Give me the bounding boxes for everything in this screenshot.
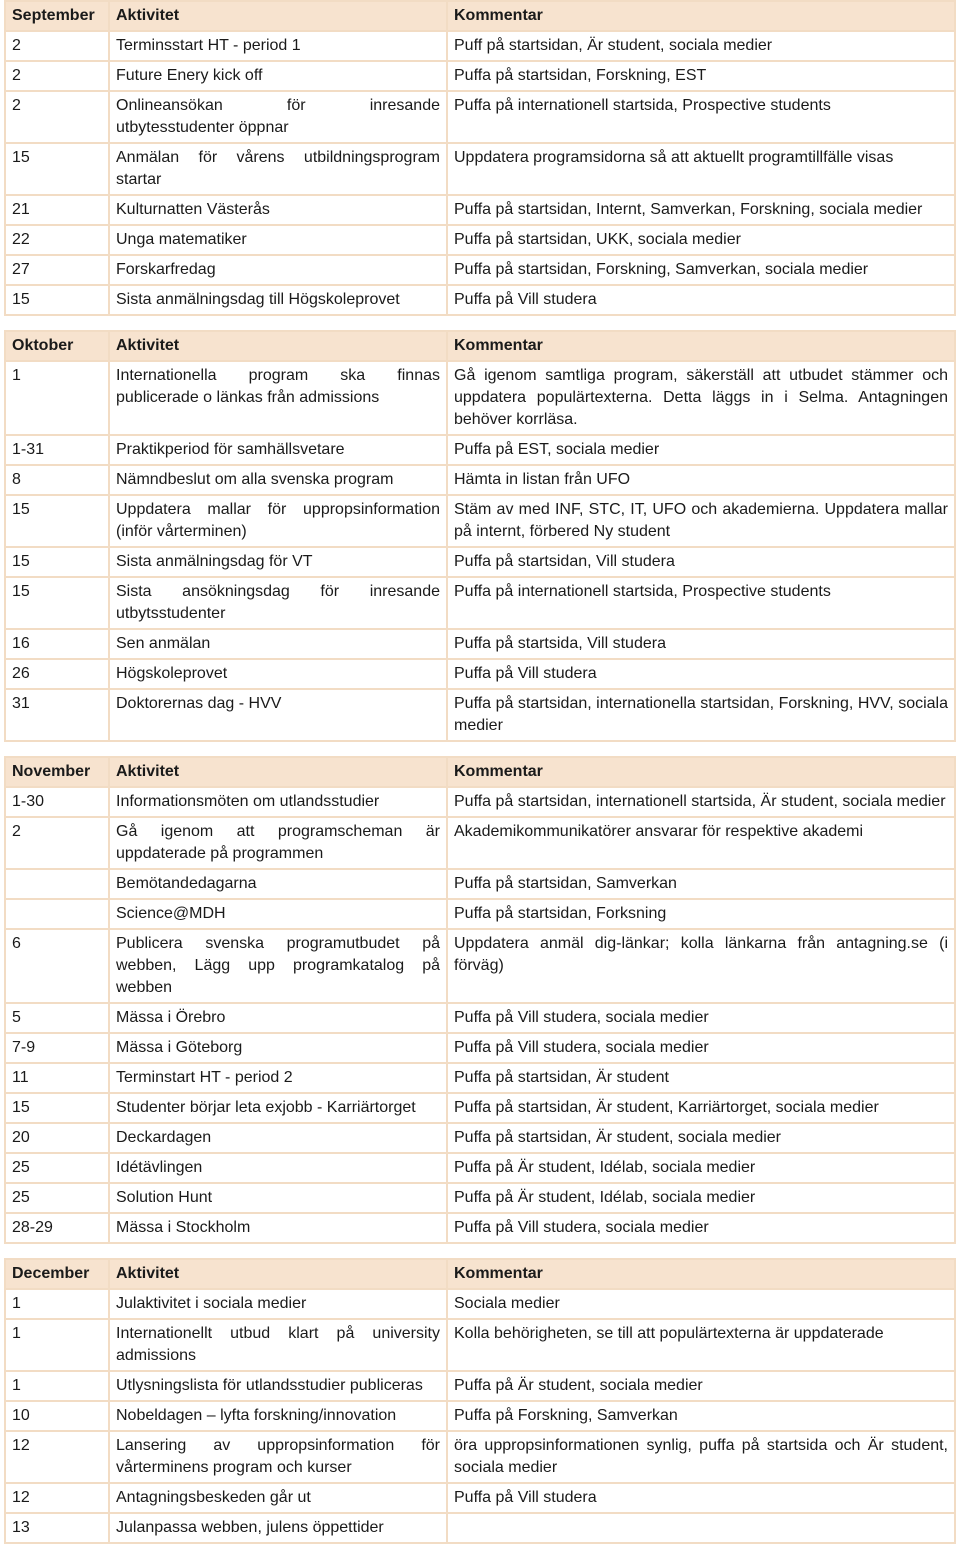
date-cell: 1	[4, 362, 110, 436]
date-cell: 15	[4, 496, 110, 548]
month-header: November	[4, 756, 110, 788]
table-header-row	[4, 330, 956, 362]
comment-cell: Puffa på startsidan, Forskning, Samverkan, sociala medier	[448, 256, 956, 286]
table-row	[4, 144, 956, 196]
date-cell: 27	[4, 256, 110, 286]
comment-cell	[448, 1514, 956, 1544]
table-row	[4, 1484, 956, 1514]
activity-cell: Informationsmöten om utlandsstudier	[110, 788, 448, 818]
month-header: September	[4, 0, 110, 32]
comment-cell: Puffa på startsidan, Samverkan	[448, 870, 956, 900]
activity-cell: Terminsstart HT - period 1	[110, 32, 448, 62]
activity-cell: Sen anmälan	[110, 630, 448, 660]
activity-cell: Högskoleprovet	[110, 660, 448, 690]
activity-cell: Solution Hunt	[110, 1184, 448, 1214]
table-row	[4, 578, 956, 630]
comment-cell: Puffa på startsidan, Internt, Samverkan, Forskning, sociala medier	[448, 196, 956, 226]
table-row	[4, 690, 956, 742]
activity-header: Aktivitet	[110, 1258, 448, 1290]
month-table	[4, 1258, 956, 1544]
month-table	[4, 330, 956, 742]
table-header-row	[4, 756, 956, 788]
table-row	[4, 1004, 956, 1034]
activity-cell: Internationellt utbud klart på university admissions	[110, 1320, 448, 1372]
comment-header: Kommentar	[448, 1258, 956, 1290]
date-cell: 6	[4, 930, 110, 1004]
comment-cell: Puffa på startsidan, Är student	[448, 1064, 956, 1094]
comment-cell: Puffa på startsidan, Vill studera	[448, 548, 956, 578]
table-row	[4, 548, 956, 578]
comment-cell: Puffa på startsida, Vill studera	[448, 630, 956, 660]
activity-cell: Anmälan för vårens utbildningsprogram startar	[110, 144, 448, 196]
date-cell: 12	[4, 1484, 110, 1514]
comment-cell: Puffa på Vill studera	[448, 660, 956, 690]
date-cell: 25	[4, 1154, 110, 1184]
comment-cell: Puffa på Vill studera	[448, 1484, 956, 1514]
date-cell: 15	[4, 144, 110, 196]
comment-cell: Puffa på startsidan, Är student, sociala medier	[448, 1124, 956, 1154]
comment-cell: Puffa på Vill studera, sociala medier	[448, 1034, 956, 1064]
month-header: Oktober	[4, 330, 110, 362]
table-row	[4, 900, 956, 930]
table-row	[4, 32, 956, 62]
activity-cell: Doktorernas dag - HVV	[110, 690, 448, 742]
date-cell: 26	[4, 660, 110, 690]
activity-cell: Julaktivitet i sociala medier	[110, 1290, 448, 1320]
table-row	[4, 870, 956, 900]
date-cell: 1-31	[4, 436, 110, 466]
date-cell: 5	[4, 1004, 110, 1034]
comment-cell: Puffa på Vill studera	[448, 286, 956, 316]
table-row	[4, 1064, 956, 1094]
activity-cell: Mässa i Örebro	[110, 1004, 448, 1034]
comment-cell: Puffa på Är student, sociala medier	[448, 1372, 956, 1402]
comment-cell: Puffa på startsidan, internationella startsidan, Forskning, HVV, sociala medier	[448, 690, 956, 742]
date-cell	[4, 870, 110, 900]
activity-cell: Publicera svenska programutbudet på webben, Lägg upp programkatalog på webben	[110, 930, 448, 1004]
comment-cell: Sociala medier	[448, 1290, 956, 1320]
comment-cell: Gå igenom samtliga program, säkerställ att utbudet stämmer och uppdatera populärtexterna. Detta läggs in i Selma. Antagningen behöver korrläsa.	[448, 362, 956, 436]
table-row	[4, 1432, 956, 1484]
table-row	[4, 196, 956, 226]
comment-cell: Puffa på startsidan, Är student, Karriärtorget, sociala medier	[448, 1094, 956, 1124]
activity-cell: Mässa i Göteborg	[110, 1034, 448, 1064]
comment-cell: Stäm av med INF, STC, IT, UFO och akademierna. Uppdatera mallar på internt, förbered Ny student	[448, 496, 956, 548]
activity-cell: Sista ansökningsdag för inresande utbytsstudenter	[110, 578, 448, 630]
activity-cell: Bemötandedagarna	[110, 870, 448, 900]
date-cell: 13	[4, 1514, 110, 1544]
activity-cell: Antagningsbeskeden går ut	[110, 1484, 448, 1514]
activity-cell: Mässa i Stockholm	[110, 1214, 448, 1244]
date-cell: 7-9	[4, 1034, 110, 1064]
date-cell: 15	[4, 578, 110, 630]
table-row	[4, 660, 956, 690]
date-cell: 15	[4, 548, 110, 578]
activity-cell: Julanpassa webben, julens öppettider	[110, 1514, 448, 1544]
table-row	[4, 362, 956, 436]
activity-cell: Nobeldagen – lyfta forskning/innovation	[110, 1402, 448, 1432]
comment-cell: Puffa på startsidan, Forskning, EST	[448, 62, 956, 92]
activity-cell: Studenter börjar leta exjobb - Karriärtorget	[110, 1094, 448, 1124]
date-cell: 20	[4, 1124, 110, 1154]
comment-header: Kommentar	[448, 330, 956, 362]
date-cell: 1-30	[4, 788, 110, 818]
date-cell: 16	[4, 630, 110, 660]
date-cell: 25	[4, 1184, 110, 1214]
table-row	[4, 1402, 956, 1432]
comment-header: Kommentar	[448, 756, 956, 788]
comment-cell: Puffa på Vill studera, sociala medier	[448, 1214, 956, 1244]
date-cell: 2	[4, 92, 110, 144]
date-cell: 11	[4, 1064, 110, 1094]
comment-cell: Puffa på internationell startsida, Prospective students	[448, 578, 956, 630]
comment-cell: Hämta in listan från UFO	[448, 466, 956, 496]
table-row	[4, 62, 956, 92]
comment-cell: öra uppropsinformationen synlig, puffa på startsida och Är student, sociala medier	[448, 1432, 956, 1484]
table-row	[4, 1184, 956, 1214]
date-cell: 22	[4, 226, 110, 256]
comment-cell: Puffa på EST, sociala medier	[448, 436, 956, 466]
activity-cell: Uppdatera mallar för uppropsinformation (inför vårterminen)	[110, 496, 448, 548]
date-cell: 15	[4, 286, 110, 316]
date-cell: 2	[4, 818, 110, 870]
comment-cell: Uppdatera anmäl dig-länkar; kolla länkarna från antagning.se (i förväg)	[448, 930, 956, 1004]
comment-header: Kommentar	[448, 0, 956, 32]
month-header: December	[4, 1258, 110, 1290]
date-cell: 2	[4, 32, 110, 62]
date-cell: 12	[4, 1432, 110, 1484]
activity-header: Aktivitet	[110, 756, 448, 788]
section-gap	[0, 1244, 960, 1258]
activity-cell: Future Enery kick off	[110, 62, 448, 92]
table-row	[4, 1514, 956, 1544]
activity-cell: Kulturnatten Västerås	[110, 196, 448, 226]
table-row	[4, 92, 956, 144]
table-row	[4, 1214, 956, 1244]
activity-cell: Unga matematiker	[110, 226, 448, 256]
activity-cell: Internationella program ska finnas publicerade o länkas från admissions	[110, 362, 448, 436]
activity-cell: Forskarfredag	[110, 256, 448, 286]
activity-cell: Terminstart HT - period 2	[110, 1064, 448, 1094]
comment-cell: Puffa på startsidan, internationell startsida, Är student, sociala medier	[448, 788, 956, 818]
section-gap	[0, 742, 960, 756]
activity-cell: Utlysningslista för utlandsstudier publiceras	[110, 1372, 448, 1402]
table-row	[4, 226, 956, 256]
date-cell: 31	[4, 690, 110, 742]
comment-cell: Puffa på startsidan, UKK, sociala medier	[448, 226, 956, 256]
table-header-row	[4, 1258, 956, 1290]
comment-cell: Puffa på Är student, Idélab, sociala medier	[448, 1184, 956, 1214]
date-cell: 8	[4, 466, 110, 496]
activity-cell: Sista anmälningsdag till Högskoleprovet	[110, 286, 448, 316]
table-row	[4, 630, 956, 660]
table-row	[4, 256, 956, 286]
table-row	[4, 1094, 956, 1124]
table-row	[4, 1124, 956, 1154]
date-cell: 21	[4, 196, 110, 226]
table-row	[4, 1034, 956, 1064]
month-table	[4, 0, 956, 316]
date-cell: 1	[4, 1290, 110, 1320]
date-cell: 1	[4, 1320, 110, 1372]
comment-cell: Puffa på internationell startsida, Prospective students	[448, 92, 956, 144]
table-row	[4, 286, 956, 316]
date-cell: 2	[4, 62, 110, 92]
table-row	[4, 930, 956, 1004]
comment-cell: Kolla behörigheten, se till att populärtexterna är uppdaterade	[448, 1320, 956, 1372]
activity-cell: Gå igenom att programscheman är uppdaterade på programmen	[110, 818, 448, 870]
activity-cell: Lansering av uppropsinformation för vårterminens program och kurser	[110, 1432, 448, 1484]
comment-cell: Puff på startsidan, Är student, sociala medier	[448, 32, 956, 62]
comment-cell: Akademikommunikatörer ansvarar för respektive akademi	[448, 818, 956, 870]
table-row	[4, 1154, 956, 1184]
comment-cell: Puffa på Forskning, Samverkan	[448, 1402, 956, 1432]
date-cell: 28-29	[4, 1214, 110, 1244]
date-cell: 1	[4, 1372, 110, 1402]
table-row	[4, 1320, 956, 1372]
activity-cell: Sista anmälningsdag för VT	[110, 548, 448, 578]
activity-cell: Nämndbeslut om alla svenska program	[110, 466, 448, 496]
table-row	[4, 1290, 956, 1320]
activity-header: Aktivitet	[110, 330, 448, 362]
table-header-row	[4, 0, 956, 32]
comment-cell: Puffa på Vill studera, sociala medier	[448, 1004, 956, 1034]
activity-cell: Onlineansökan för inresande utbytesstudenter öppnar	[110, 92, 448, 144]
comment-cell: Uppdatera programsidorna så att aktuellt programtillfälle visas	[448, 144, 956, 196]
date-cell	[4, 900, 110, 930]
table-row	[4, 466, 956, 496]
section-gap	[0, 316, 960, 330]
table-row	[4, 818, 956, 870]
table-row	[4, 1372, 956, 1402]
activity-cell: Praktikperiod för samhällsvetare	[110, 436, 448, 466]
activity-cell: Deckardagen	[110, 1124, 448, 1154]
activity-header: Aktivitet	[110, 0, 448, 32]
date-cell: 10	[4, 1402, 110, 1432]
date-cell: 15	[4, 1094, 110, 1124]
comment-cell: Puffa på startsidan, Forksning	[448, 900, 956, 930]
comment-cell: Puffa på Är student, Idélab, sociala medier	[448, 1154, 956, 1184]
table-row	[4, 436, 956, 466]
table-row	[4, 788, 956, 818]
month-table	[4, 756, 956, 1244]
activity-cell: Idétävlingen	[110, 1154, 448, 1184]
table-row	[4, 496, 956, 548]
activity-cell: Science@MDH	[110, 900, 448, 930]
